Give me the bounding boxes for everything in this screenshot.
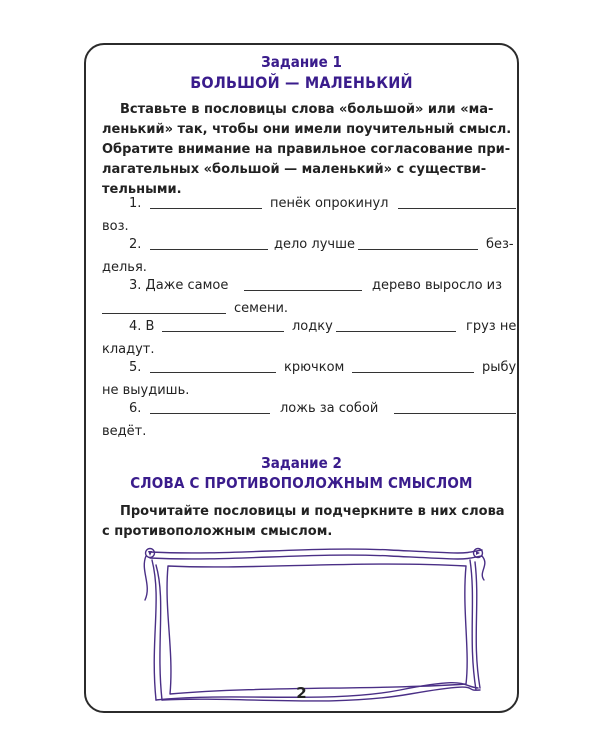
proverb-3-text: 3. Даже самое: [129, 278, 229, 293]
proverb-3-end: семени.: [234, 301, 289, 316]
task2-subheading: СЛОВА С ПРОТИВОПОЛОЖНЫМ СМЫСЛОМ: [130, 474, 473, 492]
proverb-6-number: 6.: [129, 401, 142, 416]
task1-heading: Задание 1: [261, 53, 342, 71]
proverb-2-text2: без-: [486, 237, 514, 252]
proverb-2-number: 2.: [129, 237, 142, 252]
proverb-1-text: пенёк опрокинул: [270, 196, 389, 211]
page-number: 2: [296, 684, 307, 702]
proverb-5-end: не выудишь.: [102, 383, 190, 398]
proverb-4-text3: груз не: [466, 319, 517, 334]
proverb-4-end: кладут.: [102, 342, 155, 357]
proverb-3-text2: дерево выросло из: [372, 278, 503, 293]
proverb-5-text: крючком: [284, 360, 345, 375]
task2-heading: Задание 2: [261, 454, 342, 472]
task1-subheading: БОЛЬШОЙ — МАЛЕНЬКИЙ: [190, 73, 413, 92]
proverb-5-text2: рыбу: [482, 360, 517, 375]
task1-instruction-line: Обратите внимание на правильное согласование при-: [102, 142, 511, 157]
task2-instruction-line: Прочитайте пословицы и подчеркните в них слова: [120, 504, 505, 519]
proverb-2-text: дело лучше: [274, 237, 355, 252]
task1-instruction-line: лагательных «большой — маленький» с существи-: [102, 162, 487, 177]
proverb-1-number: 1.: [129, 196, 142, 211]
proverb-2-end: делья.: [102, 260, 147, 275]
task2-instruction-line: с противоположным смыслом.: [102, 524, 333, 539]
proverb-4-text: 4. В: [129, 319, 155, 334]
proverb-6-end: ведёт.: [102, 424, 147, 439]
proverb-6-text: ложь за собой: [280, 401, 379, 416]
proverb-1-end: воз.: [102, 219, 129, 234]
proverb-4-text2: лодку: [292, 319, 333, 334]
task1-instruction-line: тельными.: [102, 182, 182, 197]
task1-instruction-line: ленький» так, чтобы они имели поучительный смысл.: [102, 122, 512, 137]
task1-instruction-line: Вставьте в пословицы слова «большой» или «ма-: [120, 102, 494, 117]
proverb-5-number: 5.: [129, 360, 142, 375]
